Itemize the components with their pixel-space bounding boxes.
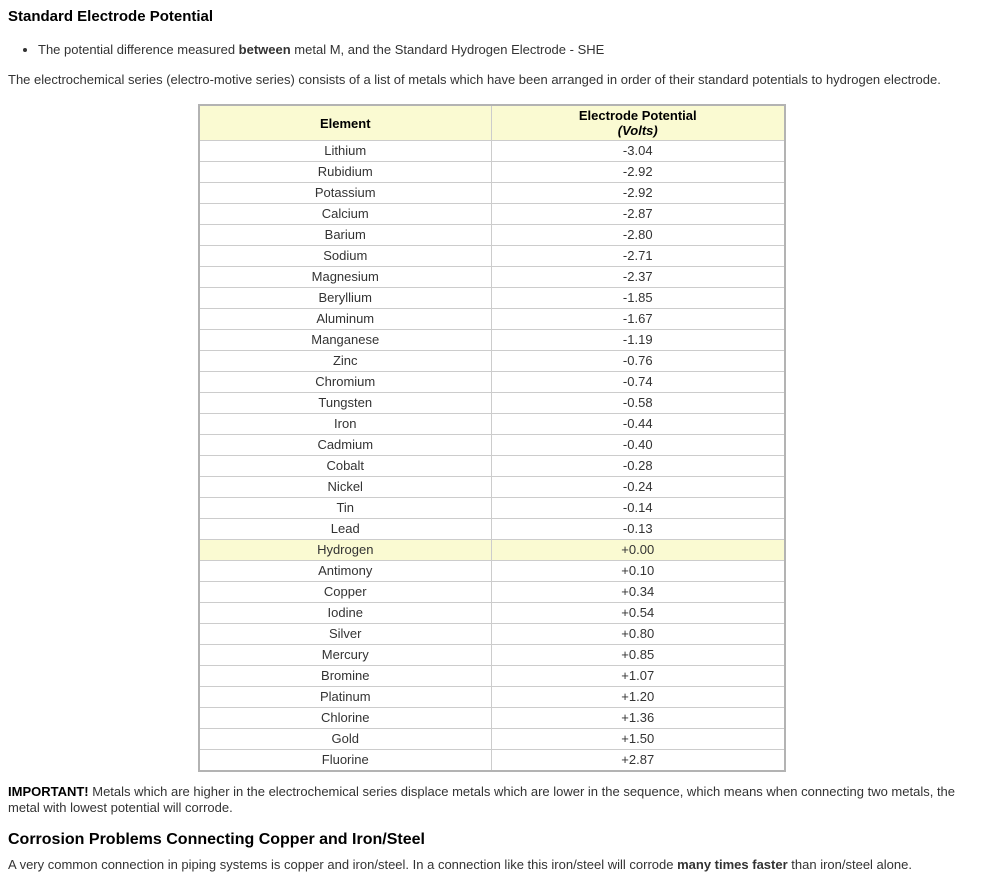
table-row xyxy=(199,288,785,309)
potential-cell: -3.04 xyxy=(492,141,785,162)
element-cell: Beryllium xyxy=(199,288,492,309)
element-cell: Lithium xyxy=(199,141,492,162)
important-paragraph xyxy=(8,784,975,816)
potential-cell: +1.07 xyxy=(492,666,785,687)
table-row xyxy=(199,372,785,393)
table-row xyxy=(199,162,785,183)
element-cell: Cadmium xyxy=(199,435,492,456)
closing-text-bold: many times faster xyxy=(677,857,788,872)
element-cell: Iodine xyxy=(199,603,492,624)
potential-cell: -0.14 xyxy=(492,498,785,519)
column-header-potential xyxy=(492,105,785,141)
element-cell: Chromium xyxy=(199,372,492,393)
element-cell: Potassium xyxy=(199,183,492,204)
element-cell: Cobalt xyxy=(199,456,492,477)
potential-cell: -0.13 xyxy=(492,519,785,540)
potential-cell: -0.28 xyxy=(492,456,785,477)
bullet-text-bold: between xyxy=(238,42,291,57)
table-row xyxy=(199,603,785,624)
element-cell: Copper xyxy=(199,582,492,603)
element-cell: Aluminum xyxy=(199,309,492,330)
table-row xyxy=(199,246,785,267)
table-row xyxy=(199,141,785,162)
element-cell: Platinum xyxy=(199,687,492,708)
element-cell: Antimony xyxy=(199,561,492,582)
important-label: IMPORTANT! xyxy=(8,784,89,799)
table-row xyxy=(199,435,785,456)
potential-cell: -0.44 xyxy=(492,414,785,435)
potential-cell: -0.24 xyxy=(492,477,785,498)
column-header-element: Element xyxy=(199,105,492,141)
table-row xyxy=(199,456,785,477)
potential-cell: -2.37 xyxy=(492,267,785,288)
table-row xyxy=(199,729,785,750)
closing-text-pre: A very common connection in piping systems is copper and iron/steel. In a connection like this iron/steel will corrode xyxy=(8,857,678,872)
potential-cell: +1.20 xyxy=(492,687,785,708)
potential-cell: -2.80 xyxy=(492,225,785,246)
table-row xyxy=(199,540,785,561)
element-cell: Lead xyxy=(199,519,492,540)
important-text: Metals which are higher in the electrochemical series displace metals which are lower in the sequence, which means when connecting two metals, the metal with lowest potential will corrode. xyxy=(8,784,956,815)
element-cell: Manganese xyxy=(199,330,492,351)
element-cell: Tungsten xyxy=(199,393,492,414)
table-row xyxy=(199,582,785,603)
potential-cell: +0.54 xyxy=(492,603,785,624)
table-header-row xyxy=(199,105,785,141)
section-title-corrosion: Corrosion Problems Connecting Copper and Iron/Steel xyxy=(8,831,425,848)
potential-cell: -0.40 xyxy=(492,435,785,456)
potential-cell: -1.19 xyxy=(492,330,785,351)
element-cell: Tin xyxy=(199,498,492,519)
table-row xyxy=(199,225,785,246)
table-row xyxy=(199,414,785,435)
electrode-table-body xyxy=(199,141,785,772)
table-row xyxy=(199,309,785,330)
element-cell: Zinc xyxy=(199,351,492,372)
table-row xyxy=(199,477,785,498)
closing-text-post: than iron/steel alone. xyxy=(787,857,912,872)
table-row xyxy=(199,750,785,772)
potential-cell: -0.58 xyxy=(492,393,785,414)
element-cell: Rubidium xyxy=(199,162,492,183)
potential-cell: -0.76 xyxy=(492,351,785,372)
page-title: Standard Electrode Potential xyxy=(8,8,214,25)
table-row xyxy=(199,708,785,729)
element-cell: Iron xyxy=(199,414,492,435)
potential-cell: +1.36 xyxy=(492,708,785,729)
potential-cell: -1.67 xyxy=(492,309,785,330)
potential-cell: +0.34 xyxy=(492,582,785,603)
potential-cell: -2.71 xyxy=(492,246,785,267)
potential-cell: -1.85 xyxy=(492,288,785,309)
element-cell: Chlorine xyxy=(199,708,492,729)
element-cell: Barium xyxy=(199,225,492,246)
table-row xyxy=(199,393,785,414)
electrode-potential-table xyxy=(198,104,786,772)
element-cell: Fluorine xyxy=(199,750,492,772)
potential-header-line1: Electrode Potential xyxy=(578,108,697,123)
table-row xyxy=(199,687,785,708)
element-cell: Gold xyxy=(199,729,492,750)
table-row xyxy=(199,351,785,372)
potential-cell: +0.80 xyxy=(492,624,785,645)
potential-cell: -2.92 xyxy=(492,162,785,183)
element-cell: Calcium xyxy=(199,204,492,225)
table-row xyxy=(199,204,785,225)
closing-paragraph xyxy=(8,857,975,873)
table-row xyxy=(199,498,785,519)
bullet-text-post: metal M, and the Standard Hydrogen Electrode - SHE xyxy=(290,42,605,57)
table-row xyxy=(199,666,785,687)
intro-paragraph: The electrochemical series (electro-motive series) consists of a list of metals which have been arranged in order of their standard potentials to hydrogen electrode. xyxy=(8,72,941,87)
element-cell: Mercury xyxy=(199,645,492,666)
table-row xyxy=(199,561,785,582)
potential-cell: +0.10 xyxy=(492,561,785,582)
potential-cell: -0.74 xyxy=(492,372,785,393)
potential-cell: +0.85 xyxy=(492,645,785,666)
table-row xyxy=(199,645,785,666)
element-cell: Nickel xyxy=(199,477,492,498)
potential-cell: +1.50 xyxy=(492,729,785,750)
table-row xyxy=(199,519,785,540)
bullet-text-pre: The potential difference measured xyxy=(38,42,239,57)
element-cell: Silver xyxy=(199,624,492,645)
potential-cell: -2.87 xyxy=(492,204,785,225)
element-cell: Bromine xyxy=(199,666,492,687)
element-cell: Sodium xyxy=(199,246,492,267)
table-row xyxy=(199,267,785,288)
table-row xyxy=(199,183,785,204)
potential-cell: -2.92 xyxy=(492,183,785,204)
potential-cell: +0.00 xyxy=(492,540,785,561)
element-cell: Magnesium xyxy=(199,267,492,288)
list-item xyxy=(38,42,975,58)
key-points-list xyxy=(8,42,975,58)
table-row xyxy=(199,624,785,645)
element-cell: Hydrogen xyxy=(199,540,492,561)
table-row xyxy=(199,330,785,351)
potential-header-line2: (Volts) xyxy=(617,123,658,138)
potential-cell: +2.87 xyxy=(492,750,785,772)
